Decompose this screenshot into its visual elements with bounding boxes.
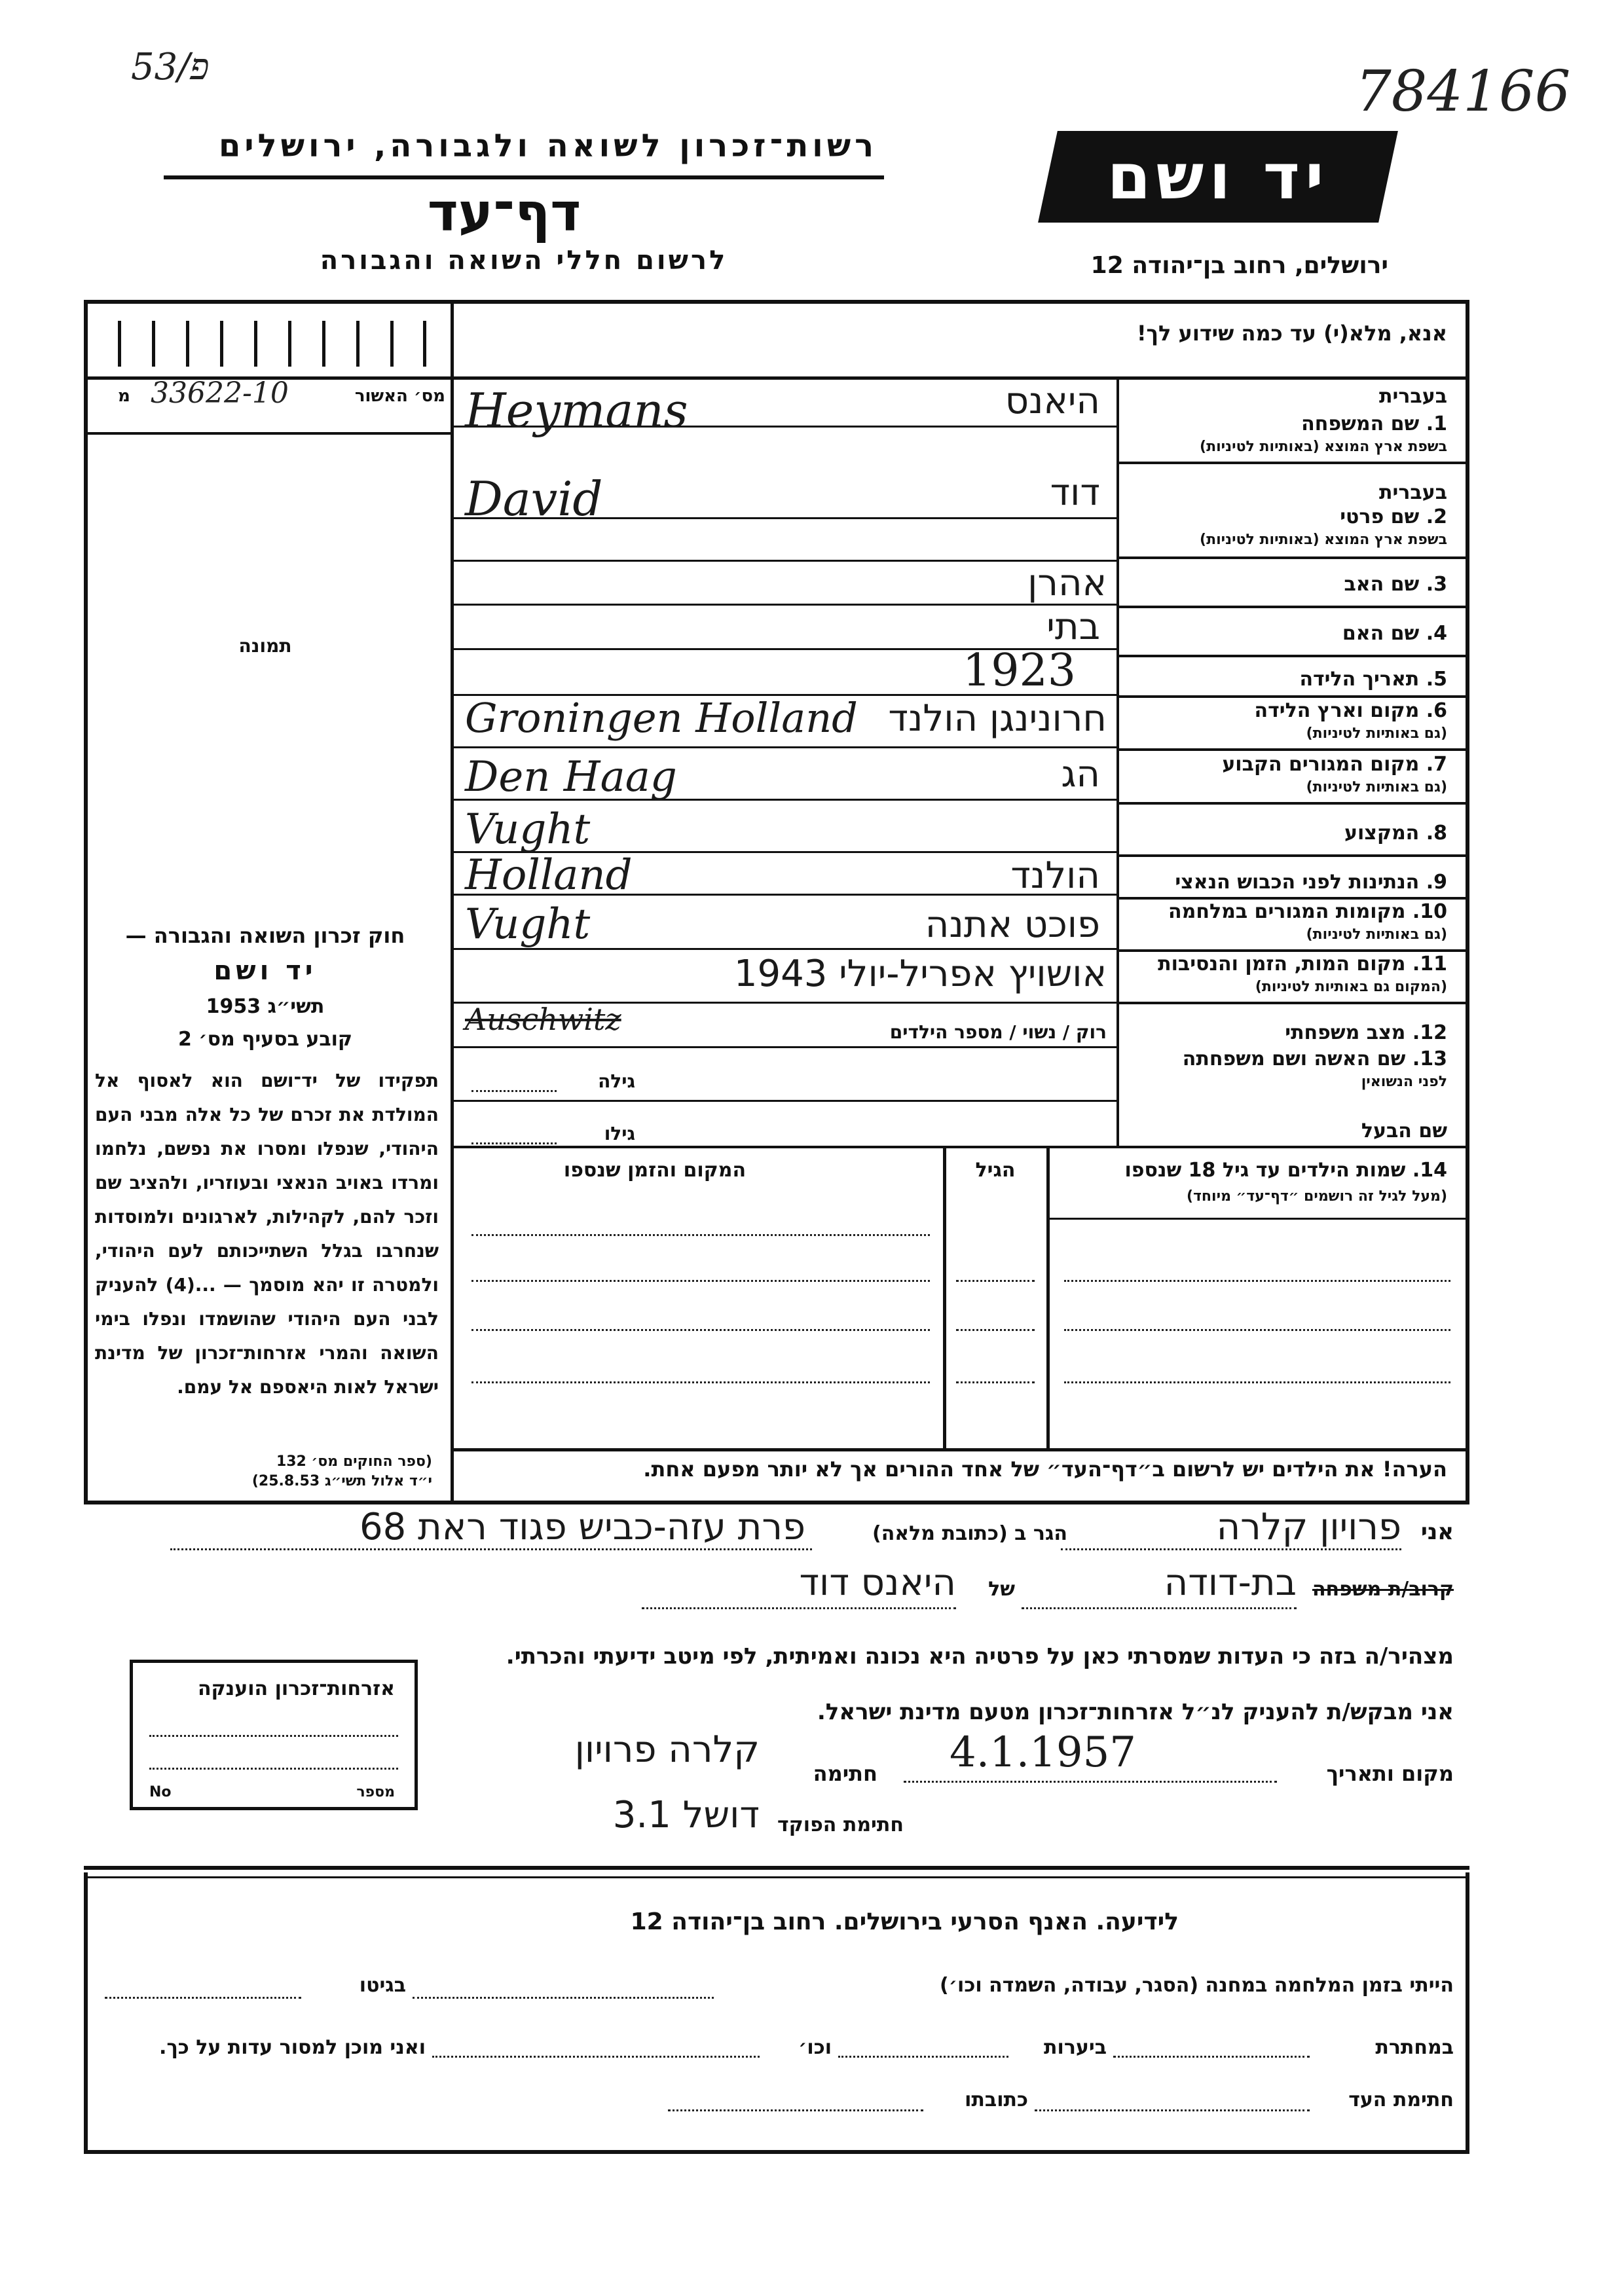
- children-label: 14. שמות הילדים עד גיל 18 שנספו: [1124, 1159, 1447, 1182]
- field-birthdate-label: 5. תאריך הלידה: [1299, 668, 1447, 691]
- of-label: של: [988, 1578, 1015, 1601]
- place-date-label: מקום ותאריך: [1326, 1761, 1454, 1786]
- institution-name: רשות־זכרון לשואה ולגבורה, ירושלים: [218, 128, 877, 164]
- declarant-signature: קלרה פרויון: [574, 1728, 760, 1771]
- footer-partisans: ביערות: [1044, 2036, 1107, 2059]
- nationality-hebrew: הולנד: [1010, 854, 1100, 897]
- footer-notice: לידיעה. האנף הסרעי בירושלים. רחוב בן־יהודה 12: [630, 1908, 1179, 1935]
- declaration-date: 4.1.1957: [950, 1728, 1136, 1777]
- approval-suffix: מ: [118, 386, 130, 406]
- residence-latin: Den Haag: [465, 753, 677, 801]
- archive-mark: 53/פ: [131, 46, 210, 88]
- declarant-name: פרויון קלרה: [1216, 1506, 1401, 1548]
- marital-options: רוק / נשוי / מספר הילדים: [889, 1021, 1107, 1043]
- latin-sub-10: (גם באותיות לטיניות): [1306, 926, 1447, 943]
- footer-camp-line: הייתי בזמן המלחמה במחנה (הסגר, עבודה, השמדה וכו׳): [940, 1974, 1454, 1997]
- record-number: 784166: [1356, 59, 1571, 124]
- yad-vashem-logo: [1038, 131, 1398, 223]
- footer-ghetto: בגיטו: [359, 1974, 406, 1997]
- approval-number: 33622-10: [151, 376, 289, 410]
- children-note: הערה! את הילדים יש לרשום ב״דף־העד״ של אחד ההורים אך לא יותר מפעם אחת.: [643, 1457, 1447, 1482]
- field-firstname-label: 2. שם פרטי: [1340, 505, 1447, 528]
- latin-sub-7: (גם באותיות לטיניות): [1306, 779, 1447, 795]
- relation-label: קרוב/ת משפחה: [1312, 1578, 1454, 1601]
- tally-boxes: [118, 321, 426, 367]
- field-residence-label: 7. מקום המגורים הקבוע: [1222, 753, 1447, 776]
- field-husband-label: שם הבעל: [1361, 1120, 1447, 1142]
- approval-label: מס׳ האשור: [354, 386, 445, 406]
- hebrew-label-1: בעברית: [1379, 385, 1447, 408]
- footer-ready: ואני מוכן למסור עדות על כך.: [159, 2036, 426, 2059]
- profession-value: Vught: [465, 805, 591, 854]
- birth-year: 1923: [963, 645, 1077, 697]
- wartime-latin: Vught: [465, 900, 591, 949]
- field-wartime-label: 10. מקומות המגורים במלחמה: [1168, 900, 1447, 923]
- hebrew-label-2: בעברית: [1379, 481, 1447, 504]
- birthplace-hebrew: חרונינגן הולנד: [888, 697, 1107, 740]
- official-label: חתימת הפוקד: [777, 1813, 904, 1836]
- father-name: אהרן: [1027, 562, 1107, 604]
- law-body: תפקידו של יד־ושם הוא לאסוף אל המולדת את זכרם של כל אלה מבני העם היהודי, שנפלו ומסרו את נפשם, נלחמו ומרדו באויב הנאצי ובעוזריו, ולהציב שם וזכר להם, לקהילות, לארגונים ולמוסדות שנחרבו בגלל השתייכותם לעם היהודי, ולמטרה זו יהא מוסמך — ...(4) להעניק לבני העם היהודי שהושמדו ונפלו בימי השואה והמרי אזרחות־זכרון של מדינת ישראל לאות היאספם אל עמם.: [95, 1070, 439, 1398]
- law-yad-vashem: יד ושם: [213, 956, 317, 986]
- law-title: חוק זכרון השואה והגבורה —: [125, 923, 405, 948]
- law-year: תשי״ג 1953: [206, 995, 325, 1018]
- relation-value: בת-דודה: [1164, 1561, 1297, 1604]
- children-sub: (מעל לגיל זה רושמים ״דף־עד״ מיוחד): [1186, 1188, 1447, 1205]
- field-birthplace-label: 6. מקום וארץ הלידה: [1254, 699, 1447, 722]
- wartime-hebrew: פוכט אתנה: [925, 903, 1100, 946]
- field-death-label: 11. מקום המות, הזמן והנסיבות: [1158, 953, 1447, 975]
- field-father-label: 3. שם האב: [1344, 573, 1447, 596]
- mother-name: בתי: [1046, 606, 1100, 648]
- footer-witness-sig: חתימת העד: [1348, 2088, 1454, 2111]
- spouse-sub: לפני הנשואין: [1361, 1074, 1447, 1090]
- latin-sub-6: (גם באותיות לטיניות): [1306, 725, 1447, 742]
- citizenship-title: אזרחות־זכרון הוענקה: [197, 1677, 395, 1700]
- declaration-text: מצהיר/ה בזה כי העדות שמסרתי כאן על פרטיה היא נכונה ואמיתית, לפי מיטב ידיעתי והכרתי.: [506, 1643, 1454, 1669]
- firstname-latin: David: [465, 471, 603, 526]
- field-mother-label: 4. שם האם: [1342, 622, 1447, 645]
- field-nationality-label: 9. הנתינות לפני הכבוש הנאצי: [1175, 871, 1447, 894]
- citizenship-no: No: [149, 1784, 172, 1800]
- husband-age-label: גילו: [604, 1123, 635, 1144]
- of-name: היאנס דוד: [799, 1561, 956, 1604]
- footer-etc: וכו׳: [798, 2036, 832, 2059]
- official-signature: דושל 3.1: [612, 1794, 760, 1836]
- citizenship-number: מספר: [356, 1784, 395, 1800]
- photo-label: תמונה: [238, 635, 292, 657]
- wife-age-label: גילה: [598, 1070, 635, 1092]
- form-title: דף־עד: [427, 182, 581, 243]
- surname-latin: Heymans: [465, 383, 688, 438]
- footer-address: כתובתו: [965, 2088, 1028, 2111]
- latin-sub-2: בשפת ארץ המוצא (באותיות לטיניות): [1200, 532, 1447, 548]
- footer-underground: במחתרת: [1375, 2036, 1454, 2059]
- field-profession-label: 8. המקצוע: [1344, 822, 1447, 845]
- law-clause: קובע בסעיף מס׳ 2: [177, 1028, 353, 1051]
- request-text: אני מבקש/ת להעניק לנ״ל אזרחות־זכרון מטעם מדינת ישראל.: [817, 1699, 1454, 1725]
- death-latin: Auschwitz: [465, 1002, 621, 1037]
- law-source: (ספר החוקים מס׳ 132: [276, 1453, 432, 1470]
- nationality-latin: Holland: [465, 851, 633, 900]
- death-hebrew: אושויץ אפריל-יולי 1943: [733, 953, 1107, 995]
- death-sub: (המקום גם באותיות לטיניות): [1255, 979, 1447, 995]
- declarant-i: אני: [1420, 1519, 1454, 1545]
- declarant-address: פרת עזה-כביש פגוד ראת 68: [359, 1506, 805, 1548]
- signature-label: חתימה: [813, 1761, 877, 1786]
- intro-text: אנא, מלא(י) עד כמה שידוע לך!: [1136, 321, 1447, 346]
- citizenship-box: [130, 1660, 418, 1810]
- law-date: י״ד אלול תשי״ג 25.8.53): [251, 1473, 432, 1489]
- surname-hebrew: היאנס: [1005, 380, 1100, 422]
- field-surname-label: 1. שם המשפחה: [1301, 412, 1447, 435]
- firstname-hebrew: דוד: [1050, 471, 1100, 514]
- field-spouse-label: 13. שם האשה ושם משפחתה: [1182, 1048, 1447, 1070]
- logo-text: יד ושם: [1107, 140, 1329, 213]
- resides-label: הגר ב (כתובת מלאה): [872, 1522, 1067, 1545]
- form-subtitle: לרשום חללי השואה והגבורה: [320, 246, 728, 276]
- field-marital-label: 12. מצב משפחתי: [1285, 1021, 1447, 1044]
- header-address: ירושלים, רחוב בן־יהודה 12: [1090, 252, 1388, 279]
- children-place-col: המקום והזמן שנספו: [563, 1159, 747, 1182]
- birthplace-latin: Groningen Holland: [465, 694, 858, 742]
- residence-hebrew: הג: [1061, 753, 1100, 795]
- children-age-col: הגיל: [975, 1159, 1016, 1182]
- latin-sub-1: בשפת ארץ המוצא (באותיות לטיניות): [1200, 439, 1447, 455]
